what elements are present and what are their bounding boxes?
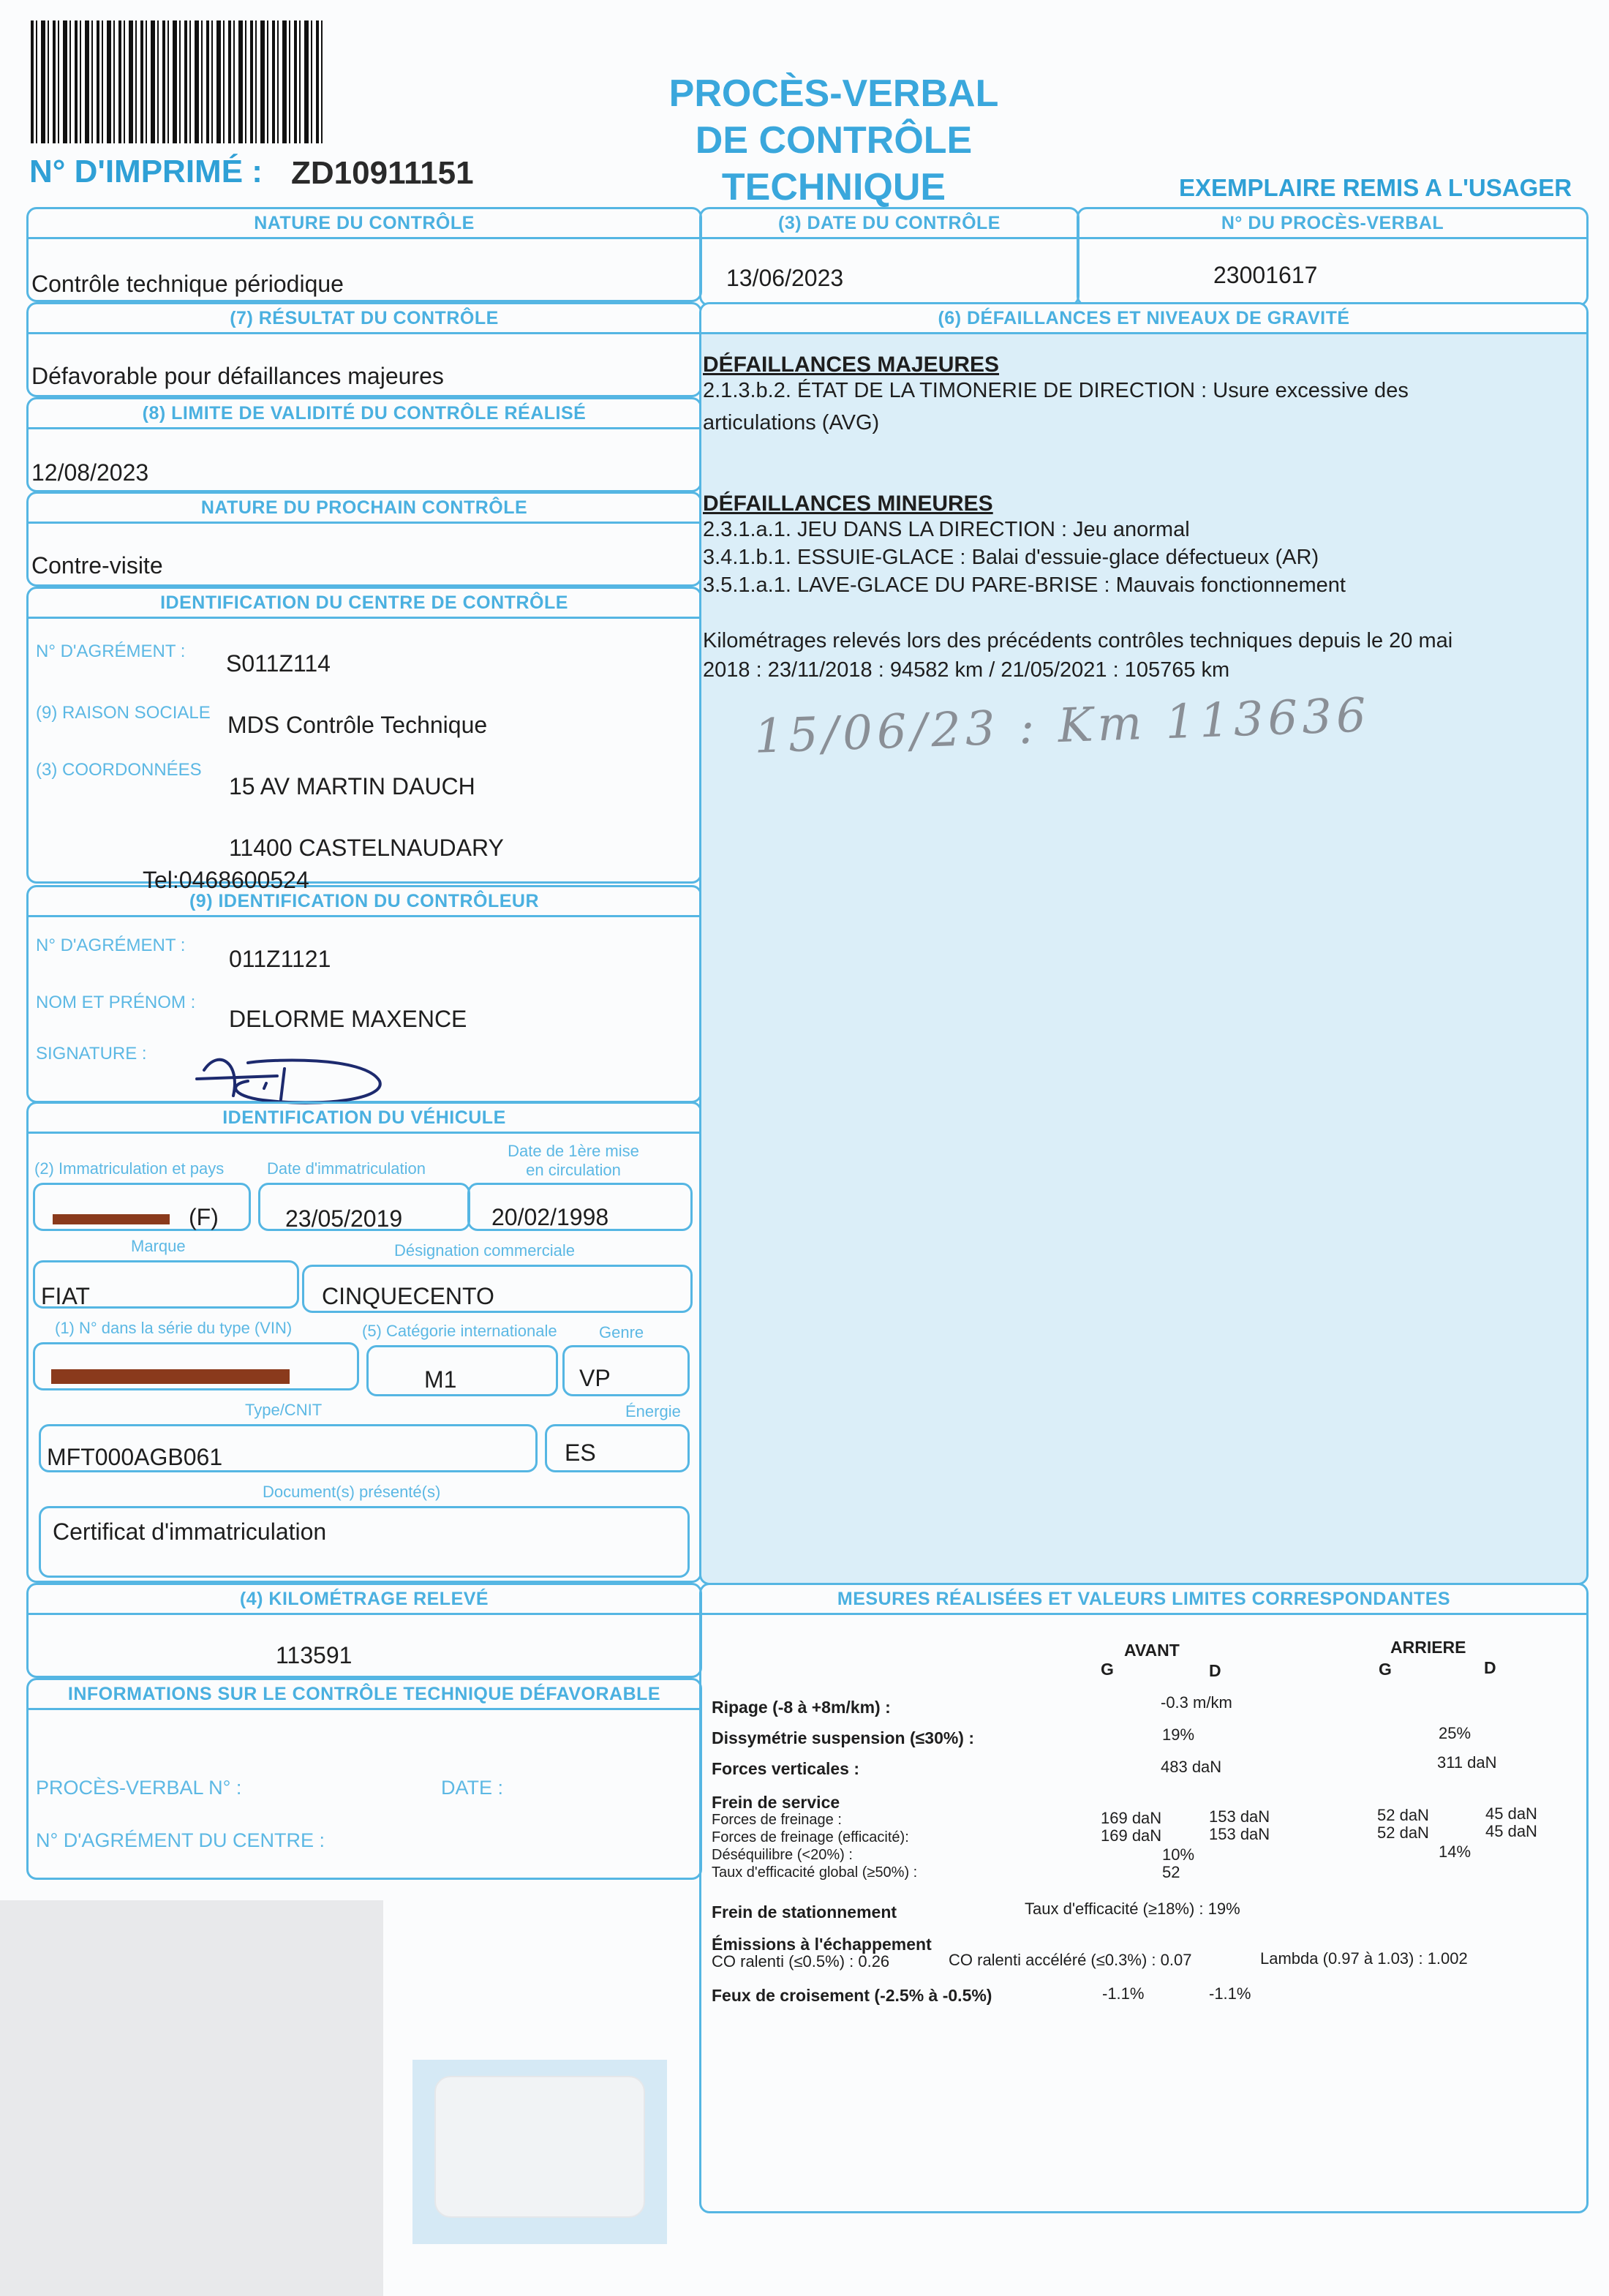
address-line-2: 11400 CASTELNAUDARY xyxy=(229,835,504,861)
docs-label: Document(s) présenté(s) xyxy=(263,1483,441,1501)
lambda: Lambda (0.97 à 1.03) : 1.002 xyxy=(1260,1949,1468,1968)
ripage-value: -0.3 m/km xyxy=(1161,1693,1232,1712)
desequilibre-avant: 10% xyxy=(1162,1845,1195,1864)
vignette-frame xyxy=(434,2076,645,2218)
controleur-name-label: NOM ET PRÉNOM : xyxy=(36,993,196,1012)
centre-agrement-label: N° D'AGRÉMENT : xyxy=(36,641,186,661)
designation-label: Désignation commerciale xyxy=(394,1241,575,1260)
page-title xyxy=(614,70,1053,211)
minor-defect-3: 3.5.1.a.1. LAVE-GLACE DU PARE-BRISE : Mauvais fonctionnement xyxy=(703,573,1346,597)
dissymetrie-label: Dissymétrie suspension (≤30%) : xyxy=(712,1728,975,1747)
ffe-av-d: 153 daN xyxy=(1209,1825,1270,1843)
pv-value: 23001617 xyxy=(1213,262,1318,288)
title-line-2: DE CONTRÔLE TECHNIQUE xyxy=(695,119,973,208)
ff-ar-g: 52 daN xyxy=(1377,1806,1429,1824)
unfavorable-panel xyxy=(26,1678,702,1880)
raison-value: MDS Contrôle Technique xyxy=(227,712,488,738)
forces-freinage-eff-label: Forces de freinage (efficacité): xyxy=(712,1829,909,1845)
next-control-panel xyxy=(26,492,702,587)
vignette-slot xyxy=(412,2060,667,2244)
raison-label: (9) RAISON SOCIALE xyxy=(36,703,211,723)
km-header: (4) KILOMÉTRAGE RELEVÉ xyxy=(29,1585,700,1615)
vehicle-panel xyxy=(26,1102,702,1583)
next-control-header: NATURE DU PROCHAIN CONTRÔLE xyxy=(29,494,700,524)
centre-panel xyxy=(26,587,702,893)
km-panel xyxy=(26,1583,702,1678)
km-value: 113591 xyxy=(276,1642,353,1668)
controleur-agrement: 011Z1121 xyxy=(229,946,331,972)
frein-service-label: Frein de service xyxy=(712,1793,840,1812)
categorie-box xyxy=(366,1345,558,1396)
result-value: Défavorable pour défaillances majeures xyxy=(31,363,444,389)
first-circ-label-1: Date de 1ère mise xyxy=(508,1142,639,1160)
unfavorable-header: INFORMATIONS SUR LE CONTRÔLE TECHNIQUE DÉFAVORABLE xyxy=(29,1680,700,1710)
docs-box xyxy=(39,1506,690,1578)
taux-global-value: 52 xyxy=(1162,1863,1180,1881)
energie: ES xyxy=(565,1439,596,1466)
print-number-label: N° D'IMPRIMÉ : xyxy=(29,154,263,189)
measures-header: MESURES RÉALISÉES ET VALEURS LIMITES CORRESPONDANTES xyxy=(701,1585,1586,1615)
centre-header: IDENTIFICATION DU CENTRE DE CONTRÔLE xyxy=(29,589,700,619)
desequilibre-arriere: 14% xyxy=(1439,1843,1472,1861)
first-circ: 20/02/1998 xyxy=(491,1204,609,1230)
avant-g: G xyxy=(1101,1660,1114,1679)
desequilibre-label: Déséquilibre (<20%) : xyxy=(712,1847,853,1863)
date-header: (3) DATE DU CONTRÔLE xyxy=(701,209,1077,239)
first-circ-label xyxy=(489,1142,657,1180)
date-panel xyxy=(699,207,1079,306)
categorie: M1 xyxy=(424,1366,457,1393)
genre: VP xyxy=(579,1365,611,1391)
docs: Certificat d'immatriculation xyxy=(53,1518,327,1545)
controleur-panel xyxy=(26,885,702,1103)
prev-date-label: DATE : xyxy=(441,1777,504,1799)
prev-pv-label: PROCÈS-VERBAL N° : xyxy=(36,1777,242,1799)
print-number: ZD10911151 xyxy=(291,155,474,191)
km-history-b: 2018 : 23/11/2018 : 94582 km / 21/05/2021 : 105765 km xyxy=(703,658,1230,682)
ff-ar-d: 45 daN xyxy=(1485,1804,1537,1823)
vin-label: (1) N° dans la série du type (VIN) xyxy=(55,1319,293,1337)
arriere-g: G xyxy=(1379,1660,1392,1679)
dissymetrie-avant: 19% xyxy=(1162,1725,1195,1744)
marque-box xyxy=(33,1260,299,1309)
major-defects-title: DÉFAILLANCES MAJEURES xyxy=(703,353,1000,377)
immat-label: (2) Immatriculation et pays xyxy=(34,1159,225,1178)
categorie-label: (5) Catégorie internationale xyxy=(362,1322,557,1340)
measures-panel xyxy=(699,1583,1589,2213)
address-line-1: 15 AV MARTIN DAUCH xyxy=(229,773,475,799)
validity-value: 12/08/2023 xyxy=(31,459,149,486)
minor-defects-title: DÉFAILLANCES MINEURES xyxy=(703,492,993,516)
km-history-a: Kilométrages relevés lors des précédents contrôles techniques depuis le 20 mai xyxy=(703,629,1453,652)
frein-stationnement-label: Frein de stationnement xyxy=(712,1902,897,1922)
co-ralenti: CO ralenti (≤0.5%) : 0.26 xyxy=(712,1952,890,1971)
designation-box xyxy=(302,1265,693,1313)
centre-tel: Tel:0468600524 xyxy=(143,867,309,893)
immat-country: (F) xyxy=(189,1204,219,1230)
nature-value: Contrôle technique périodique xyxy=(31,271,344,297)
forces-verticales-arriere: 311 daN xyxy=(1437,1753,1497,1772)
nature-panel xyxy=(26,207,702,302)
marque: FIAT xyxy=(41,1283,90,1309)
title-line-1: PROCÈS-VERBAL xyxy=(668,72,999,115)
ff-av-d: 153 daN xyxy=(1209,1807,1270,1826)
centre-agrement: S011Z114 xyxy=(226,650,331,677)
dissymetrie-arriere: 25% xyxy=(1439,1724,1472,1742)
vehicle-header: IDENTIFICATION DU VÉHICULE xyxy=(29,1104,700,1134)
minor-defect-2: 3.4.1.b.1. ESSUIE-GLACE : Balai d'essuie-glace défectueux (AR) xyxy=(703,546,1319,569)
forces-verticales-label: Forces verticales : xyxy=(712,1759,860,1778)
date-immat-label: Date d'immatriculation xyxy=(267,1159,426,1178)
vin-box xyxy=(33,1342,359,1390)
defects-panel xyxy=(699,302,1589,1585)
arriere-d: D xyxy=(1484,1658,1496,1677)
defects-header: (6) DÉFAILLANCES ET NIVEAUX DE GRAVITÉ xyxy=(701,304,1586,334)
ffe-ar-d: 45 daN xyxy=(1485,1822,1537,1840)
type-box xyxy=(39,1424,538,1472)
barcode xyxy=(31,20,323,143)
avant-label: AVANT xyxy=(1124,1641,1180,1660)
next-control-value: Contre-visite xyxy=(31,552,163,579)
ff-av-g: 169 daN xyxy=(1101,1809,1162,1827)
date-immat: 23/05/2019 xyxy=(285,1205,403,1232)
emissions-label: Émissions à l'échappement xyxy=(712,1935,932,1954)
frein-stationnement-value: Taux d'efficacité (≥18%) : 19% xyxy=(1025,1900,1240,1918)
avant-d: D xyxy=(1209,1661,1221,1680)
signature xyxy=(175,1041,394,1107)
controleur-name: DELORME MAXENCE xyxy=(229,1006,467,1032)
forces-freinage-label: Forces de freinage : xyxy=(712,1812,842,1828)
genre-label: Genre xyxy=(599,1323,644,1341)
blank-area xyxy=(0,1900,383,2296)
validity-header: (8) LIMITE DE VALIDITÉ DU CONTRÔLE RÉALISÉ xyxy=(29,399,700,429)
genre-box xyxy=(562,1345,690,1396)
pv-panel xyxy=(1077,207,1589,306)
result-header: (7) RÉSULTAT DU CONTRÔLE xyxy=(29,304,700,334)
handwritten-note: 15/06/23 : Km 113636 xyxy=(753,688,1371,764)
feux-croisement-label: Feux de croisement (-2.5% à -0.5%) xyxy=(712,1986,992,2005)
forces-verticales-avant: 483 daN xyxy=(1161,1758,1222,1776)
arriere-label: ARRIERE xyxy=(1390,1638,1466,1657)
ffe-ar-g: 52 daN xyxy=(1377,1823,1429,1842)
date-immat-box xyxy=(258,1183,470,1231)
type: MFT000AGB061 xyxy=(47,1444,223,1470)
ffe-av-g: 169 daN xyxy=(1101,1826,1162,1845)
co-ralenti-accelere: CO ralenti accéléré (≤0.3%) : 0.07 xyxy=(949,1951,1192,1969)
energie-label: Énergie xyxy=(625,1402,681,1420)
date-value: 13/06/2023 xyxy=(726,265,844,291)
immat-redacted xyxy=(53,1214,170,1224)
first-circ-label-2: en circulation xyxy=(526,1161,621,1179)
major-defect-1b: articulations (AVG) xyxy=(703,411,880,434)
copy-label: EXEMPLAIRE REMIS A L'USAGER xyxy=(1179,174,1572,201)
type-label: Type/CNIT xyxy=(245,1401,323,1419)
signature-label: SIGNATURE : xyxy=(36,1044,147,1064)
feux-croisement-d: -1.1% xyxy=(1209,1984,1251,2003)
validity-panel xyxy=(26,397,702,492)
first-circ-box xyxy=(467,1183,693,1231)
prev-agrement-label: N° D'AGRÉMENT DU CENTRE : xyxy=(36,1829,325,1851)
controleur-agrement-label: N° D'AGRÉMENT : xyxy=(36,936,186,955)
taux-global-label: Taux d'efficacité global (≥50%) : xyxy=(712,1864,918,1881)
major-defect-1a: 2.1.3.b.2. ÉTAT DE LA TIMONERIE DE DIRECTION : Usure excessive des xyxy=(703,379,1409,402)
vin-redacted xyxy=(51,1369,290,1384)
result-panel xyxy=(26,302,702,397)
energie-box xyxy=(545,1424,690,1472)
coord-label: (3) COORDONNÉES xyxy=(36,760,202,780)
ripage-label: Ripage (-8 à +8m/km) : xyxy=(712,1698,891,1717)
pv-header: N° DU PROCÈS-VERBAL xyxy=(1079,209,1586,239)
marque-label: Marque xyxy=(131,1237,186,1255)
immat-box xyxy=(33,1183,251,1231)
minor-defect-1: 2.3.1.a.1. JEU DANS LA DIRECTION : Jeu anormal xyxy=(703,518,1190,541)
feux-croisement-g: -1.1% xyxy=(1102,1984,1145,2003)
controleur-header: (9) IDENTIFICATION DU CONTRÔLEUR xyxy=(29,887,700,917)
designation: CINQUECENTO xyxy=(322,1283,494,1309)
nature-header: NATURE DU CONTRÔLE xyxy=(29,209,700,239)
